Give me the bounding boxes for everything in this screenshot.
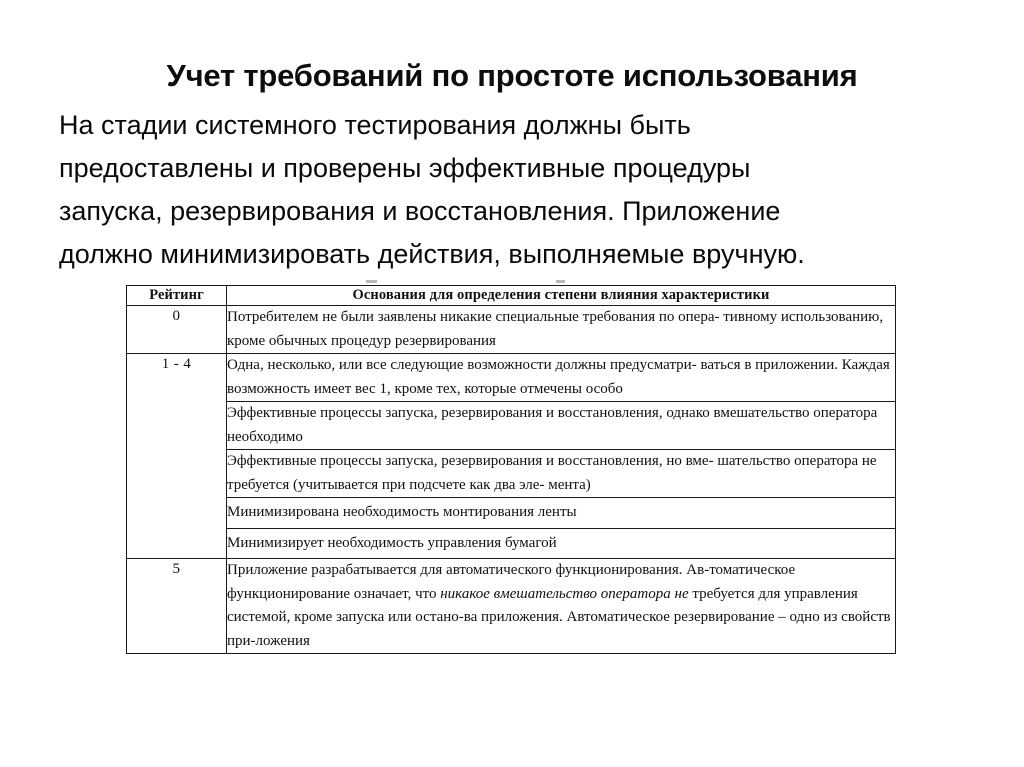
- reason-line: шательство оператора не требуется (учитывается при подсчете как два эле-: [227, 453, 877, 493]
- reason-line: Одна, несколько, или все следующие возможности должны предусматри-: [227, 357, 697, 373]
- body-line: должно минимизировать действия, выполняемые вручную.: [59, 239, 805, 269]
- reason-line: ваться в приложении. Каждая возможность имеет вес 1, кроме тех, которые: [227, 357, 890, 397]
- reason-line: Эффективные процессы запуска, резервирования и восстановления, но вме-: [227, 453, 714, 469]
- reason-cell: [227, 306, 896, 354]
- rating-table: [126, 285, 896, 654]
- reason-cell: [227, 450, 896, 498]
- table-body: [127, 306, 896, 654]
- reason-cell: [227, 402, 896, 450]
- column-header-reason: Основания для определения степени влияния характеристики: [227, 286, 896, 306]
- body-paragraph: [59, 104, 959, 276]
- reason-cell: [227, 498, 896, 529]
- reason-line: Минимизирована необходимость монтирования ленты: [227, 504, 577, 520]
- reason-line: мента): [548, 476, 591, 493]
- table-row: [127, 354, 896, 402]
- rating-value-cell: 1 - 4: [127, 354, 227, 559]
- body-line: запуска, резервирования и восстановления. Приложение: [59, 196, 781, 226]
- table-row: [127, 498, 896, 529]
- reason-cell: [227, 559, 896, 654]
- page-title: Учет требований по простоте использования: [166, 57, 858, 93]
- rating-table-container: [126, 285, 895, 654]
- rating-value-cell: 0: [127, 306, 227, 354]
- table-row: [127, 402, 896, 450]
- reason-cell: [227, 354, 896, 402]
- rating-value-cell: 5: [127, 559, 227, 654]
- reason-line: Потребителем не были заявлены никакие специальные требования по опера-: [227, 309, 720, 325]
- table-header: [127, 286, 896, 306]
- reason-segment: требуется для управления системой, кроме запуска или остано-ва приложения. Автоматическое резервирование – одно из свойств при-ложения: [227, 585, 891, 649]
- table-row: [127, 559, 896, 654]
- reason-segment-italic: никакое вмешательство оператора не: [440, 585, 689, 602]
- reason-line: вмешательство оператора необходимо: [227, 405, 878, 445]
- reason-line: Эффективные процессы запуска, резервирования и восстановления, однако: [227, 405, 710, 421]
- scan-artifact-mark: [366, 280, 377, 283]
- table-row: [127, 450, 896, 498]
- reason-line: тивному использованию, кроме обычных процедур резервирования: [227, 309, 884, 349]
- table-row: [127, 528, 896, 559]
- table-row: [127, 306, 896, 354]
- body-line: предоставлены и проверены эффективные процедуры: [59, 153, 751, 183]
- reason-line: Минимизирует необходимость управления бумагой: [227, 534, 557, 551]
- scan-artifact-marks: [126, 277, 895, 285]
- table-header-row: [127, 286, 896, 306]
- reason-line: отмечены особо: [520, 380, 623, 397]
- column-header-rating: Рейтинг: [127, 286, 227, 306]
- reason-cell: [227, 528, 896, 559]
- reason-segment: Приложение разрабатывается для автоматического функционирования. Ав-томатическое функционирование означает, что: [227, 562, 796, 602]
- scan-artifact-mark: [556, 280, 565, 283]
- body-line: На стадии системного тестирования должны быть: [59, 110, 691, 140]
